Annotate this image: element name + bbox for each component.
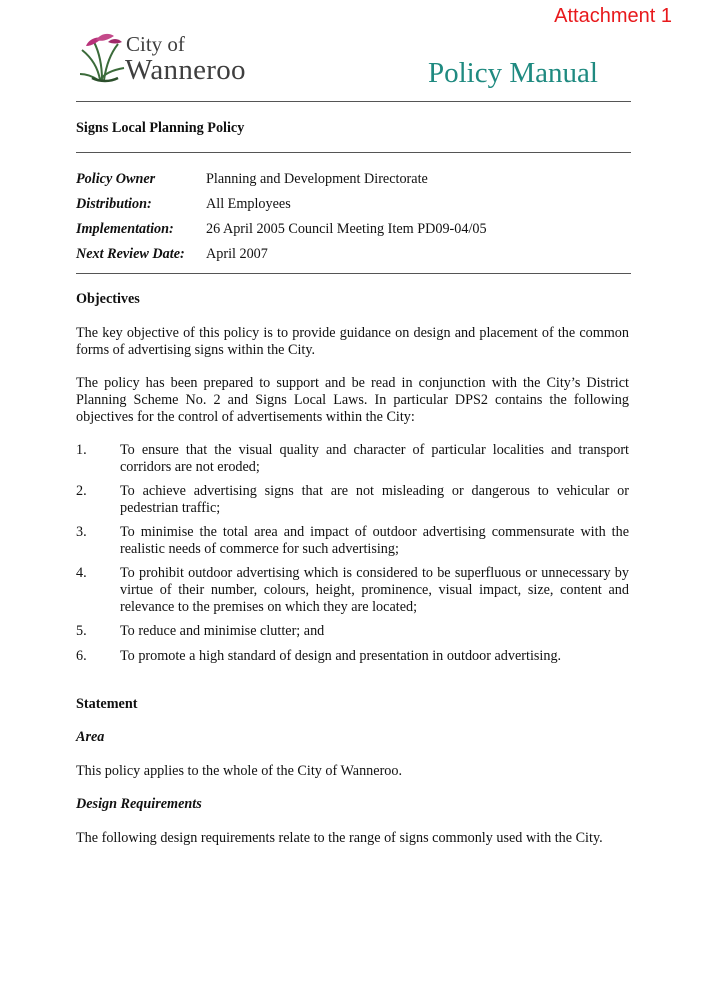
list-item-text: To achieve advertising signs that are not misleading or dangerous to vehicular or pedestrian traffic; — [120, 483, 629, 516]
list-item-number: 4. — [76, 565, 87, 581]
list-item-text: To reduce and minimise clutter; and — [120, 623, 325, 639]
meta-value: April 2007 — [206, 246, 268, 262]
list-item-number: 2. — [76, 483, 87, 499]
document-title: Signs Local Planning Policy — [76, 120, 245, 136]
plant-emblem-icon — [78, 30, 128, 86]
list-item-text: To promote a high standard of design and presentation in outdoor advertising. — [120, 648, 562, 664]
objectives-paragraph-2: The policy has been prepared to support and be read in conjunction with the City’s District Planning Scheme No. 2 and Signs Local Laws. In particular DPS2 contains the following objectives for the control of advertisements within the City: — [76, 375, 629, 425]
city-logo — [78, 30, 268, 88]
meta-value: Planning and Development Directorate — [206, 171, 428, 187]
list-item-text: To ensure that the visual quality and character of particular localities and transport corridors are not eroded; — [120, 442, 629, 475]
design-requirements-paragraph: The following design requirements relate to the range of signs commonly used with the City. — [76, 830, 603, 846]
policy-manual-title: Policy Manual — [428, 57, 598, 89]
meta-value: 26 April 2005 Council Meeting Item PD09-04/05 — [206, 221, 487, 237]
attachment-label: Attachment 1 — [554, 5, 672, 27]
list-item-text: To minimise the total area and impact of outdoor advertising commensurate with the realistic needs of commerce for such advertising; — [120, 524, 629, 557]
objectives-paragraph-1: The key objective of this policy is to provide guidance on design and placement of the common forms of advertising signs within the City. — [76, 325, 629, 358]
design-requirements-heading: Design Requirements — [76, 796, 202, 812]
list-item-number: 5. — [76, 623, 87, 639]
list-item-number: 3. — [76, 524, 87, 540]
divider — [76, 152, 631, 153]
meta-label: Implementation: — [76, 221, 174, 237]
divider — [76, 273, 631, 274]
area-heading: Area — [76, 729, 105, 745]
meta-value: All Employees — [206, 196, 291, 212]
list-item-number: 6. — [76, 648, 87, 664]
meta-label: Policy Owner — [76, 171, 156, 187]
list-item-text: To prohibit outdoor advertising which is considered to be superfluous or unnecessary by virtue of their number, colours, height, prominence, visual impact, size, content and relevance to the premises on which they are located; — [120, 565, 629, 615]
divider — [76, 101, 631, 102]
meta-label: Next Review Date: — [76, 246, 185, 262]
meta-label: Distribution: — [76, 196, 152, 212]
logo-wanneroo: Wanneroo — [125, 54, 246, 86]
objectives-heading: Objectives — [76, 291, 140, 307]
area-paragraph: This policy applies to the whole of the City of Wanneroo. — [76, 763, 403, 779]
statement-heading: Statement — [76, 696, 138, 712]
logo-city-of: City of — [126, 32, 185, 56]
list-item-number: 1. — [76, 442, 87, 458]
